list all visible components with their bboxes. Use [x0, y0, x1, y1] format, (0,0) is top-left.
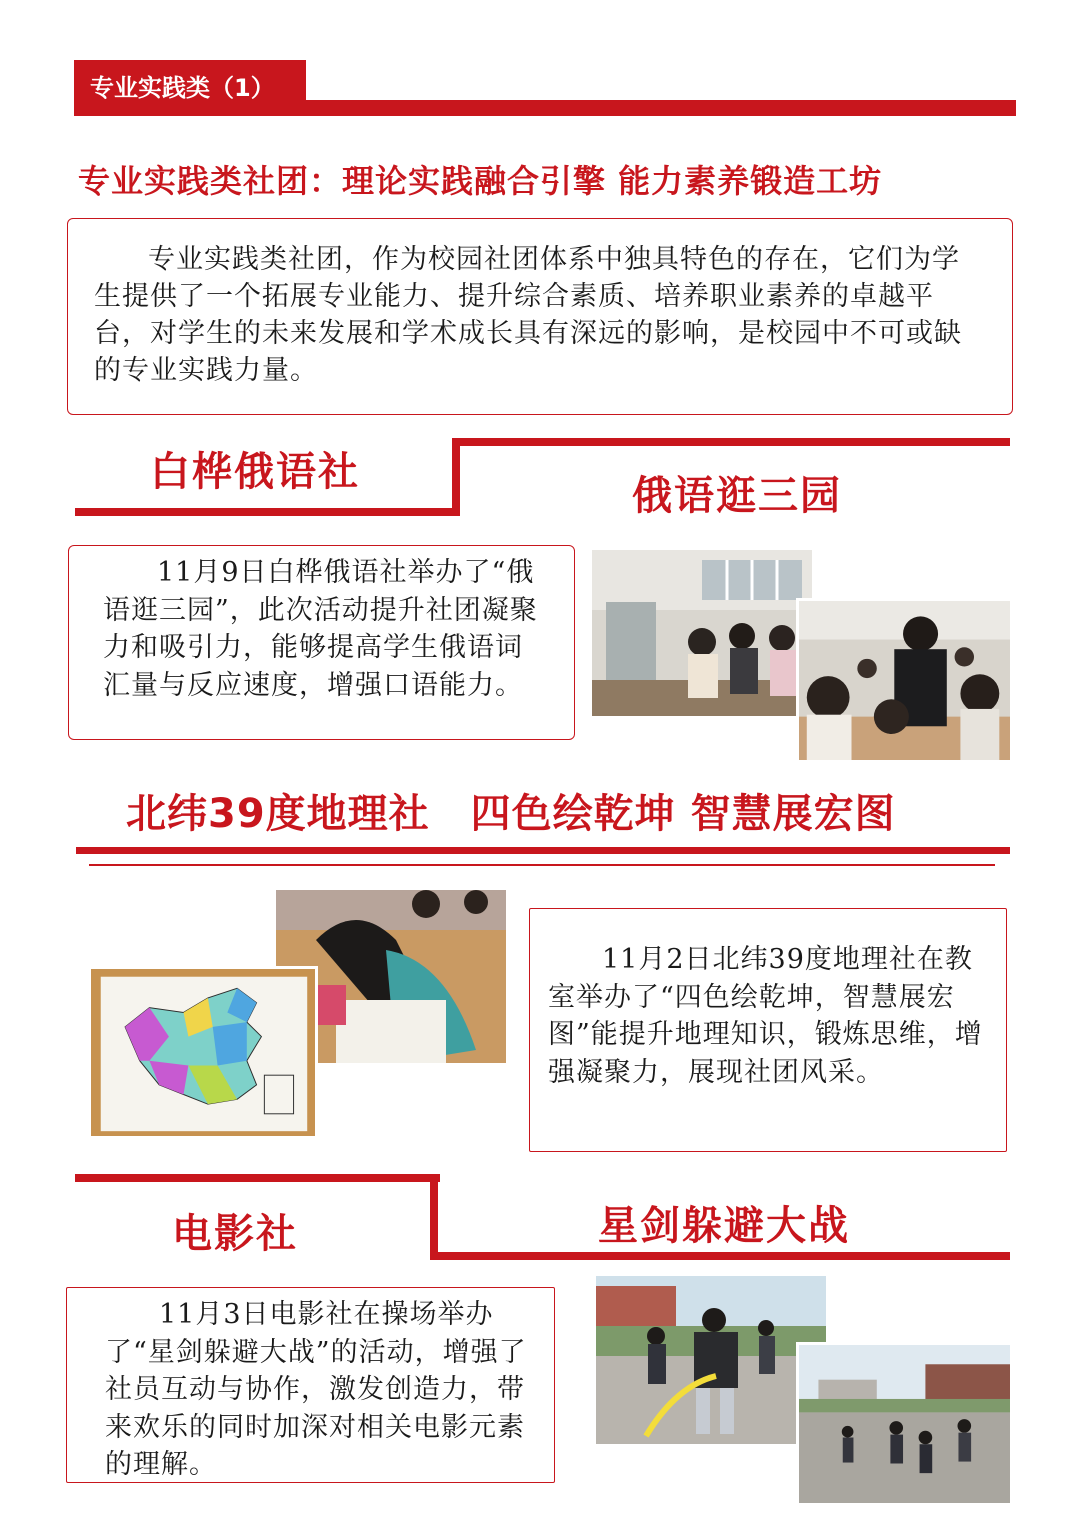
- geography-text-box: [529, 908, 1007, 1152]
- film-photo-playground: [796, 1342, 1013, 1506]
- section1-bar-right: [452, 438, 1010, 446]
- activity-title-russian: 俄语逛三园: [632, 473, 842, 519]
- activity-title-film: 星剑躲避大战: [598, 1203, 850, 1249]
- header-rule: [306, 100, 1016, 116]
- section3-bar-step: [430, 1174, 438, 1260]
- geography-text: 11月2日北纬39度地理社在教室举办了“四色绘乾坤，智慧展宏图”能提升地理知识，锻炼思维，增强凝聚力，展现社团风采。: [548, 944, 983, 1088]
- section1-bar-step: [452, 438, 460, 516]
- geography-section-title: 北纬39度地理社 四色绘乾坤 智慧展宏图: [126, 791, 896, 837]
- club-title-russian: 白桦俄语社: [150, 449, 360, 495]
- section-tab: 专业实践类（1）: [74, 60, 306, 116]
- geography-photo-map: [88, 966, 318, 1139]
- russian-text: 11月9日白桦俄语社举办了“俄语逛三园”，此次活动提升社团凝聚力和吸引力，能够提高学生俄语词汇量与反应速度，增强口语能力。: [103, 557, 538, 701]
- film-text-box: [66, 1287, 555, 1483]
- film-text: 11月3日电影社在操场举办了“星剑躲避大战”的活动，增强了社员互动与协作，激发创造力，带来欢乐的同时加深对相关电影元素的理解。: [105, 1299, 527, 1480]
- section3-bar-left: [75, 1174, 440, 1182]
- intro-text: 专业实践类社团，作为校园社团体系中独具特色的存在，它们为学生提供了一个拓展专业能力、提升综合素质、培养职业素养的卓越平台，对学生的未来发展和学术成长具有深远的影响，是校园中不可或缺的专业实践力量。: [94, 244, 962, 386]
- section2-rule-thick: [76, 847, 1010, 854]
- section3-bar-right: [430, 1252, 1010, 1260]
- section2-rule-thin: [89, 864, 995, 866]
- russian-photo-speaker: [796, 598, 1013, 763]
- film-photo-dodge: [596, 1276, 826, 1444]
- section1-bar-left: [75, 508, 460, 516]
- intro-box: [67, 218, 1013, 415]
- russian-photo-classroom: [592, 550, 812, 716]
- club-title-film: 电影社: [172, 1211, 298, 1257]
- page-title: 专业实践类社团：理论实践融合引擎 能力素养锻造工坊: [78, 162, 883, 200]
- russian-text-box: [68, 545, 575, 740]
